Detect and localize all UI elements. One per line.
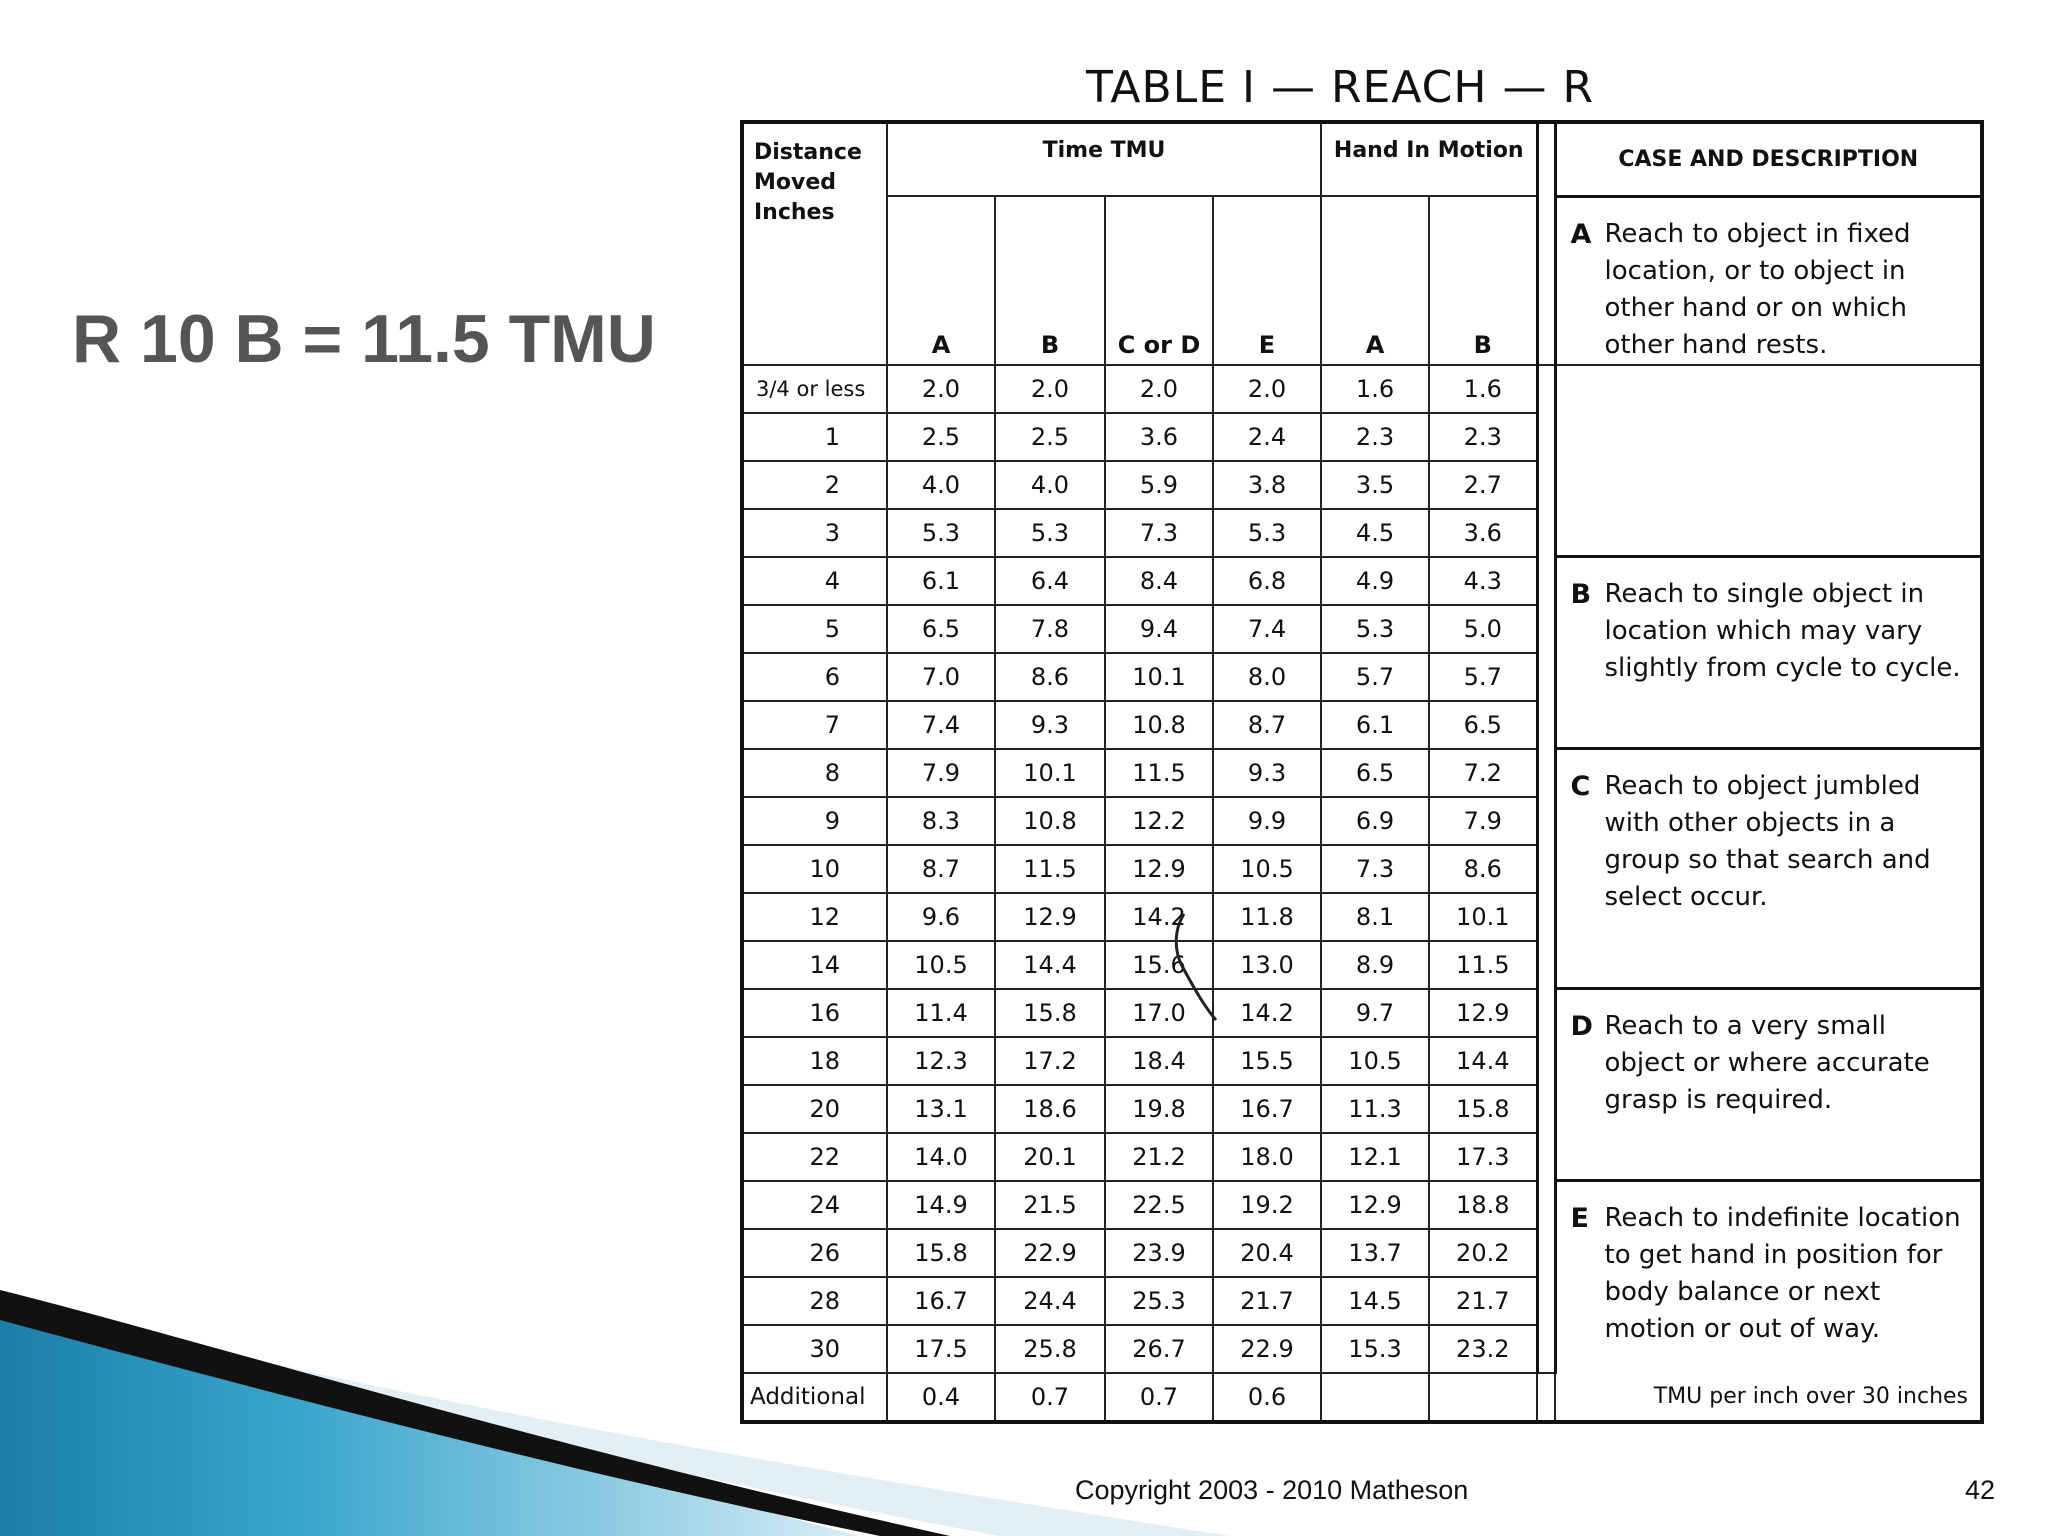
time-e-cell: 5.3 [1213, 509, 1321, 557]
distance-cell: 28 [742, 1277, 887, 1325]
column-divider [1537, 365, 1555, 413]
time-a-cell: 11.4 [887, 989, 995, 1037]
time-b-cell: 6.4 [995, 557, 1105, 605]
time-cd-cell: 21.2 [1105, 1133, 1213, 1181]
column-divider [1537, 413, 1555, 461]
time-cd-cell: 19.8 [1105, 1085, 1213, 1133]
column-divider [1537, 1037, 1555, 1085]
hand-b-cell: 2.7 [1429, 461, 1537, 509]
time-e-cell: 22.9 [1213, 1325, 1321, 1373]
column-divider [1537, 122, 1555, 365]
time-b-cell: 10.1 [995, 749, 1105, 797]
time-e-cell: 6.8 [1213, 557, 1321, 605]
header-time-tmu: Time TMU [887, 122, 1321, 196]
time-cd-cell: 26.7 [1105, 1325, 1213, 1373]
time-a-cell: 6.5 [887, 605, 995, 653]
distance-cell: 26 [742, 1229, 887, 1277]
additional-note: TMU per inch over 30 inches [1537, 1373, 1982, 1422]
column-divider [1537, 1133, 1555, 1181]
table-title: TABLE I — REACH — R [1085, 62, 1595, 113]
hand-a-cell: 1.6 [1321, 365, 1429, 413]
time-b-cell: 11.5 [995, 845, 1105, 893]
time-cd-cell: 17.0 [1105, 989, 1213, 1037]
time-b-cell: 17.2 [995, 1037, 1105, 1085]
additional-empty-cell [1321, 1373, 1429, 1422]
distance-cell: 3/4 or less [742, 365, 887, 413]
hand-b-cell: 5.7 [1429, 653, 1537, 701]
time-b-cell: 9.3 [995, 701, 1105, 749]
time-b-cell: 2.0 [995, 365, 1105, 413]
hand-a-cell: 10.5 [1321, 1037, 1429, 1085]
column-divider [1537, 989, 1555, 1037]
column-divider [1537, 749, 1555, 797]
hand-b-cell: 1.6 [1429, 365, 1537, 413]
hand-a-cell: 4.5 [1321, 509, 1429, 557]
hand-a-cell: 15.3 [1321, 1325, 1429, 1373]
header-hand-col-b: B [1429, 196, 1537, 365]
case-b-description [1555, 557, 1982, 749]
distance-cell: 12 [742, 893, 887, 941]
time-b-cell: 5.3 [995, 509, 1105, 557]
case-a-letter: A [1570, 218, 1592, 250]
hand-a-cell: 4.9 [1321, 557, 1429, 605]
time-b-cell: 12.9 [995, 893, 1105, 941]
time-a-cell: 7.0 [887, 653, 995, 701]
header-hand-col-a: A [1321, 196, 1429, 365]
case-c-description [1555, 749, 1982, 989]
time-b-cell: 4.0 [995, 461, 1105, 509]
column-divider [1537, 893, 1555, 941]
table-row [742, 509, 1982, 557]
table-body [742, 365, 1982, 1422]
column-divider [1537, 1085, 1555, 1133]
distance-cell: 20 [742, 1085, 887, 1133]
time-cd-cell: 5.9 [1105, 461, 1213, 509]
distance-cell: 30 [742, 1325, 887, 1373]
time-e-cell: 13.0 [1213, 941, 1321, 989]
hand-a-cell: 6.9 [1321, 797, 1429, 845]
time-cd-cell: 22.5 [1105, 1181, 1213, 1229]
table-row [742, 1181, 1982, 1229]
time-e-cell: 9.9 [1213, 797, 1321, 845]
distance-cell: 14 [742, 941, 887, 989]
time-e-cell: 2.0 [1213, 365, 1321, 413]
time-e-cell: 21.7 [1213, 1277, 1321, 1325]
additional-e-cell: 0.6 [1213, 1373, 1321, 1422]
column-divider [1537, 1325, 1555, 1373]
slide-headline: R 10 B = 11.5 TMU [72, 301, 656, 377]
hand-a-cell: 5.3 [1321, 605, 1429, 653]
hand-a-cell: 13.7 [1321, 1229, 1429, 1277]
case-c-text: Reach to object jumbled with other objects in a group so that search and select occur. [1604, 771, 1931, 912]
header-col-a: A [887, 196, 995, 365]
time-a-cell: 10.5 [887, 941, 995, 989]
time-e-cell: 11.8 [1213, 893, 1321, 941]
case-a-text: Reach to object in fixed location, or to object in other hand or on which other hand rests. [1604, 218, 1911, 360]
time-e-cell: 8.0 [1213, 653, 1321, 701]
distance-cell: 6 [742, 653, 887, 701]
time-e-cell: 7.4 [1213, 605, 1321, 653]
time-cd-cell: 10.1 [1105, 653, 1213, 701]
additional-row [742, 1373, 1982, 1422]
hand-b-cell: 3.6 [1429, 509, 1537, 557]
case-a-description [1555, 196, 1982, 365]
time-a-cell: 8.3 [887, 797, 995, 845]
case-c-letter: C [1570, 771, 1591, 802]
hand-a-cell: 8.9 [1321, 941, 1429, 989]
time-b-cell: 20.1 [995, 1133, 1105, 1181]
time-cd-cell: 12.9 [1105, 845, 1213, 893]
distance-cell: 22 [742, 1133, 887, 1181]
hand-b-cell: 5.0 [1429, 605, 1537, 653]
footer-copyright: Copyright 2003 - 2010 Matheson [1075, 1475, 1469, 1505]
distance-cell: 16 [742, 989, 887, 1037]
additional-a-cell: 0.4 [887, 1373, 995, 1422]
time-b-cell: 21.5 [995, 1181, 1105, 1229]
time-b-cell: 14.4 [995, 941, 1105, 989]
distance-cell: 1 [742, 413, 887, 461]
time-cd-cell: 2.0 [1105, 365, 1213, 413]
time-a-cell: 2.0 [887, 365, 995, 413]
handwritten-bracket-mark [1170, 910, 1230, 1030]
time-cd-cell: 3.6 [1105, 413, 1213, 461]
additional-empty-cell [1429, 1373, 1537, 1422]
additional-label: Additional [742, 1373, 887, 1422]
time-b-cell: 10.8 [995, 797, 1105, 845]
hand-b-cell: 21.7 [1429, 1277, 1537, 1325]
column-divider [1537, 605, 1555, 653]
time-b-cell: 2.5 [995, 413, 1105, 461]
distance-cell: 18 [742, 1037, 887, 1085]
additional-b-cell: 0.7 [995, 1373, 1105, 1422]
distance-cell: 8 [742, 749, 887, 797]
case-d-letter: D [1570, 1011, 1593, 1042]
case-d-description [1555, 989, 1982, 1181]
hand-b-cell: 18.8 [1429, 1181, 1537, 1229]
time-a-cell: 12.3 [887, 1037, 995, 1085]
hand-a-cell: 12.1 [1321, 1133, 1429, 1181]
additional-cd-cell: 0.7 [1105, 1373, 1213, 1422]
time-e-cell: 18.0 [1213, 1133, 1321, 1181]
time-b-cell: 24.4 [995, 1277, 1105, 1325]
time-cd-cell: 10.8 [1105, 701, 1213, 749]
time-cd-cell: 25.3 [1105, 1277, 1213, 1325]
table-row [742, 365, 1982, 413]
time-e-cell: 16.7 [1213, 1085, 1321, 1133]
time-b-cell: 22.9 [995, 1229, 1105, 1277]
hand-b-cell: 8.6 [1429, 845, 1537, 893]
column-divider [1537, 1181, 1555, 1229]
time-a-cell: 6.1 [887, 557, 995, 605]
table-row [742, 749, 1982, 797]
time-a-cell: 4.0 [887, 461, 995, 509]
time-cd-cell: 11.5 [1105, 749, 1213, 797]
time-e-cell: 10.5 [1213, 845, 1321, 893]
time-b-cell: 7.8 [995, 605, 1105, 653]
distance-cell: 24 [742, 1181, 887, 1229]
case-e-letter: E [1570, 1203, 1589, 1234]
hand-a-cell: 11.3 [1321, 1085, 1429, 1133]
time-b-cell: 25.8 [995, 1325, 1105, 1373]
time-cd-cell: 23.9 [1105, 1229, 1213, 1277]
time-a-cell: 17.5 [887, 1325, 995, 1373]
distance-cell: 7 [742, 701, 887, 749]
time-a-cell: 8.7 [887, 845, 995, 893]
time-e-cell: 2.4 [1213, 413, 1321, 461]
header-col-b: B [995, 196, 1105, 365]
time-cd-cell: 7.3 [1105, 509, 1213, 557]
case-b-letter: B [1570, 579, 1592, 610]
hand-b-cell: 2.3 [1429, 413, 1537, 461]
time-a-cell: 15.8 [887, 1229, 995, 1277]
hand-b-cell: 7.2 [1429, 749, 1537, 797]
column-divider [1537, 845, 1555, 893]
table-row [742, 989, 1982, 1037]
table-row [742, 461, 1982, 509]
column-divider [1537, 941, 1555, 989]
case-d-text: Reach to a very small object or where accurate grasp is required. [1604, 1011, 1930, 1115]
case-b-text: Reach to single object in location which may vary slightly from cycle to cycle. [1604, 579, 1961, 683]
time-e-cell: 9.3 [1213, 749, 1321, 797]
table-row [742, 413, 1982, 461]
time-cd-cell: 15.6 [1105, 941, 1213, 989]
time-e-cell: 8.7 [1213, 701, 1321, 749]
hand-b-cell: 20.2 [1429, 1229, 1537, 1277]
distance-cell: 4 [742, 557, 887, 605]
time-cd-cell: 14.2 [1105, 893, 1213, 941]
time-b-cell: 18.6 [995, 1085, 1105, 1133]
hand-b-cell: 12.9 [1429, 989, 1537, 1037]
time-cd-cell: 18.4 [1105, 1037, 1213, 1085]
column-divider [1537, 653, 1555, 701]
time-b-cell: 15.8 [995, 989, 1105, 1037]
hand-b-cell: 14.4 [1429, 1037, 1537, 1085]
hand-a-cell: 3.5 [1321, 461, 1429, 509]
hand-b-cell: 4.3 [1429, 557, 1537, 605]
time-a-cell: 9.6 [887, 893, 995, 941]
header-distance: Distance Moved Inches [742, 122, 887, 365]
header-case-description: CASE AND DESCRIPTION [1555, 122, 1982, 196]
time-b-cell: 8.6 [995, 653, 1105, 701]
distance-cell: 9 [742, 797, 887, 845]
hand-a-cell: 6.5 [1321, 749, 1429, 797]
hand-a-cell: 2.3 [1321, 413, 1429, 461]
time-a-cell: 7.4 [887, 701, 995, 749]
hand-b-cell: 15.8 [1429, 1085, 1537, 1133]
time-e-cell: 20.4 [1213, 1229, 1321, 1277]
time-e-cell: 15.5 [1213, 1037, 1321, 1085]
time-cd-cell: 9.4 [1105, 605, 1213, 653]
hand-b-cell: 6.5 [1429, 701, 1537, 749]
time-a-cell: 5.3 [887, 509, 995, 557]
distance-cell: 5 [742, 605, 887, 653]
table-row [742, 557, 1982, 605]
distance-cell: 3 [742, 509, 887, 557]
hand-b-cell: 11.5 [1429, 941, 1537, 989]
hand-b-cell: 17.3 [1429, 1133, 1537, 1181]
column-divider [1537, 461, 1555, 509]
column-divider [1537, 509, 1555, 557]
hand-a-cell: 7.3 [1321, 845, 1429, 893]
column-divider [1537, 1229, 1555, 1277]
time-e-cell: 19.2 [1213, 1181, 1321, 1229]
case-e-text: Reach to indefinite location to get hand in position for body balance or next motion or out of way. [1604, 1203, 1961, 1344]
page-number: 42 [1965, 1475, 1996, 1505]
hand-b-cell: 7.9 [1429, 797, 1537, 845]
time-cd-cell: 8.4 [1105, 557, 1213, 605]
hand-a-cell: 5.7 [1321, 653, 1429, 701]
header-hand-in-motion: Hand In Motion [1321, 122, 1537, 196]
column-divider [1537, 1277, 1555, 1325]
time-a-cell: 2.5 [887, 413, 995, 461]
column-divider [1537, 557, 1555, 605]
hand-a-cell: 14.5 [1321, 1277, 1429, 1325]
header-col-e: E [1213, 196, 1321, 365]
column-divider [1537, 797, 1555, 845]
time-e-cell: 3.8 [1213, 461, 1321, 509]
hand-b-cell: 23.2 [1429, 1325, 1537, 1373]
time-a-cell: 13.1 [887, 1085, 995, 1133]
time-a-cell: 16.7 [887, 1277, 995, 1325]
time-cd-cell: 12.2 [1105, 797, 1213, 845]
column-divider [1537, 701, 1555, 749]
hand-a-cell: 12.9 [1321, 1181, 1429, 1229]
distance-cell: 2 [742, 461, 887, 509]
hand-b-cell: 10.1 [1429, 893, 1537, 941]
time-a-cell: 7.9 [887, 749, 995, 797]
time-e-cell: 14.2 [1213, 989, 1321, 1037]
hand-a-cell: 8.1 [1321, 893, 1429, 941]
time-a-cell: 14.0 [887, 1133, 995, 1181]
header-col-c-or-d: C or D [1105, 196, 1213, 365]
distance-cell: 10 [742, 845, 887, 893]
reach-table [740, 120, 1984, 1424]
hand-a-cell: 6.1 [1321, 701, 1429, 749]
time-a-cell: 14.9 [887, 1181, 995, 1229]
hand-a-cell: 9.7 [1321, 989, 1429, 1037]
